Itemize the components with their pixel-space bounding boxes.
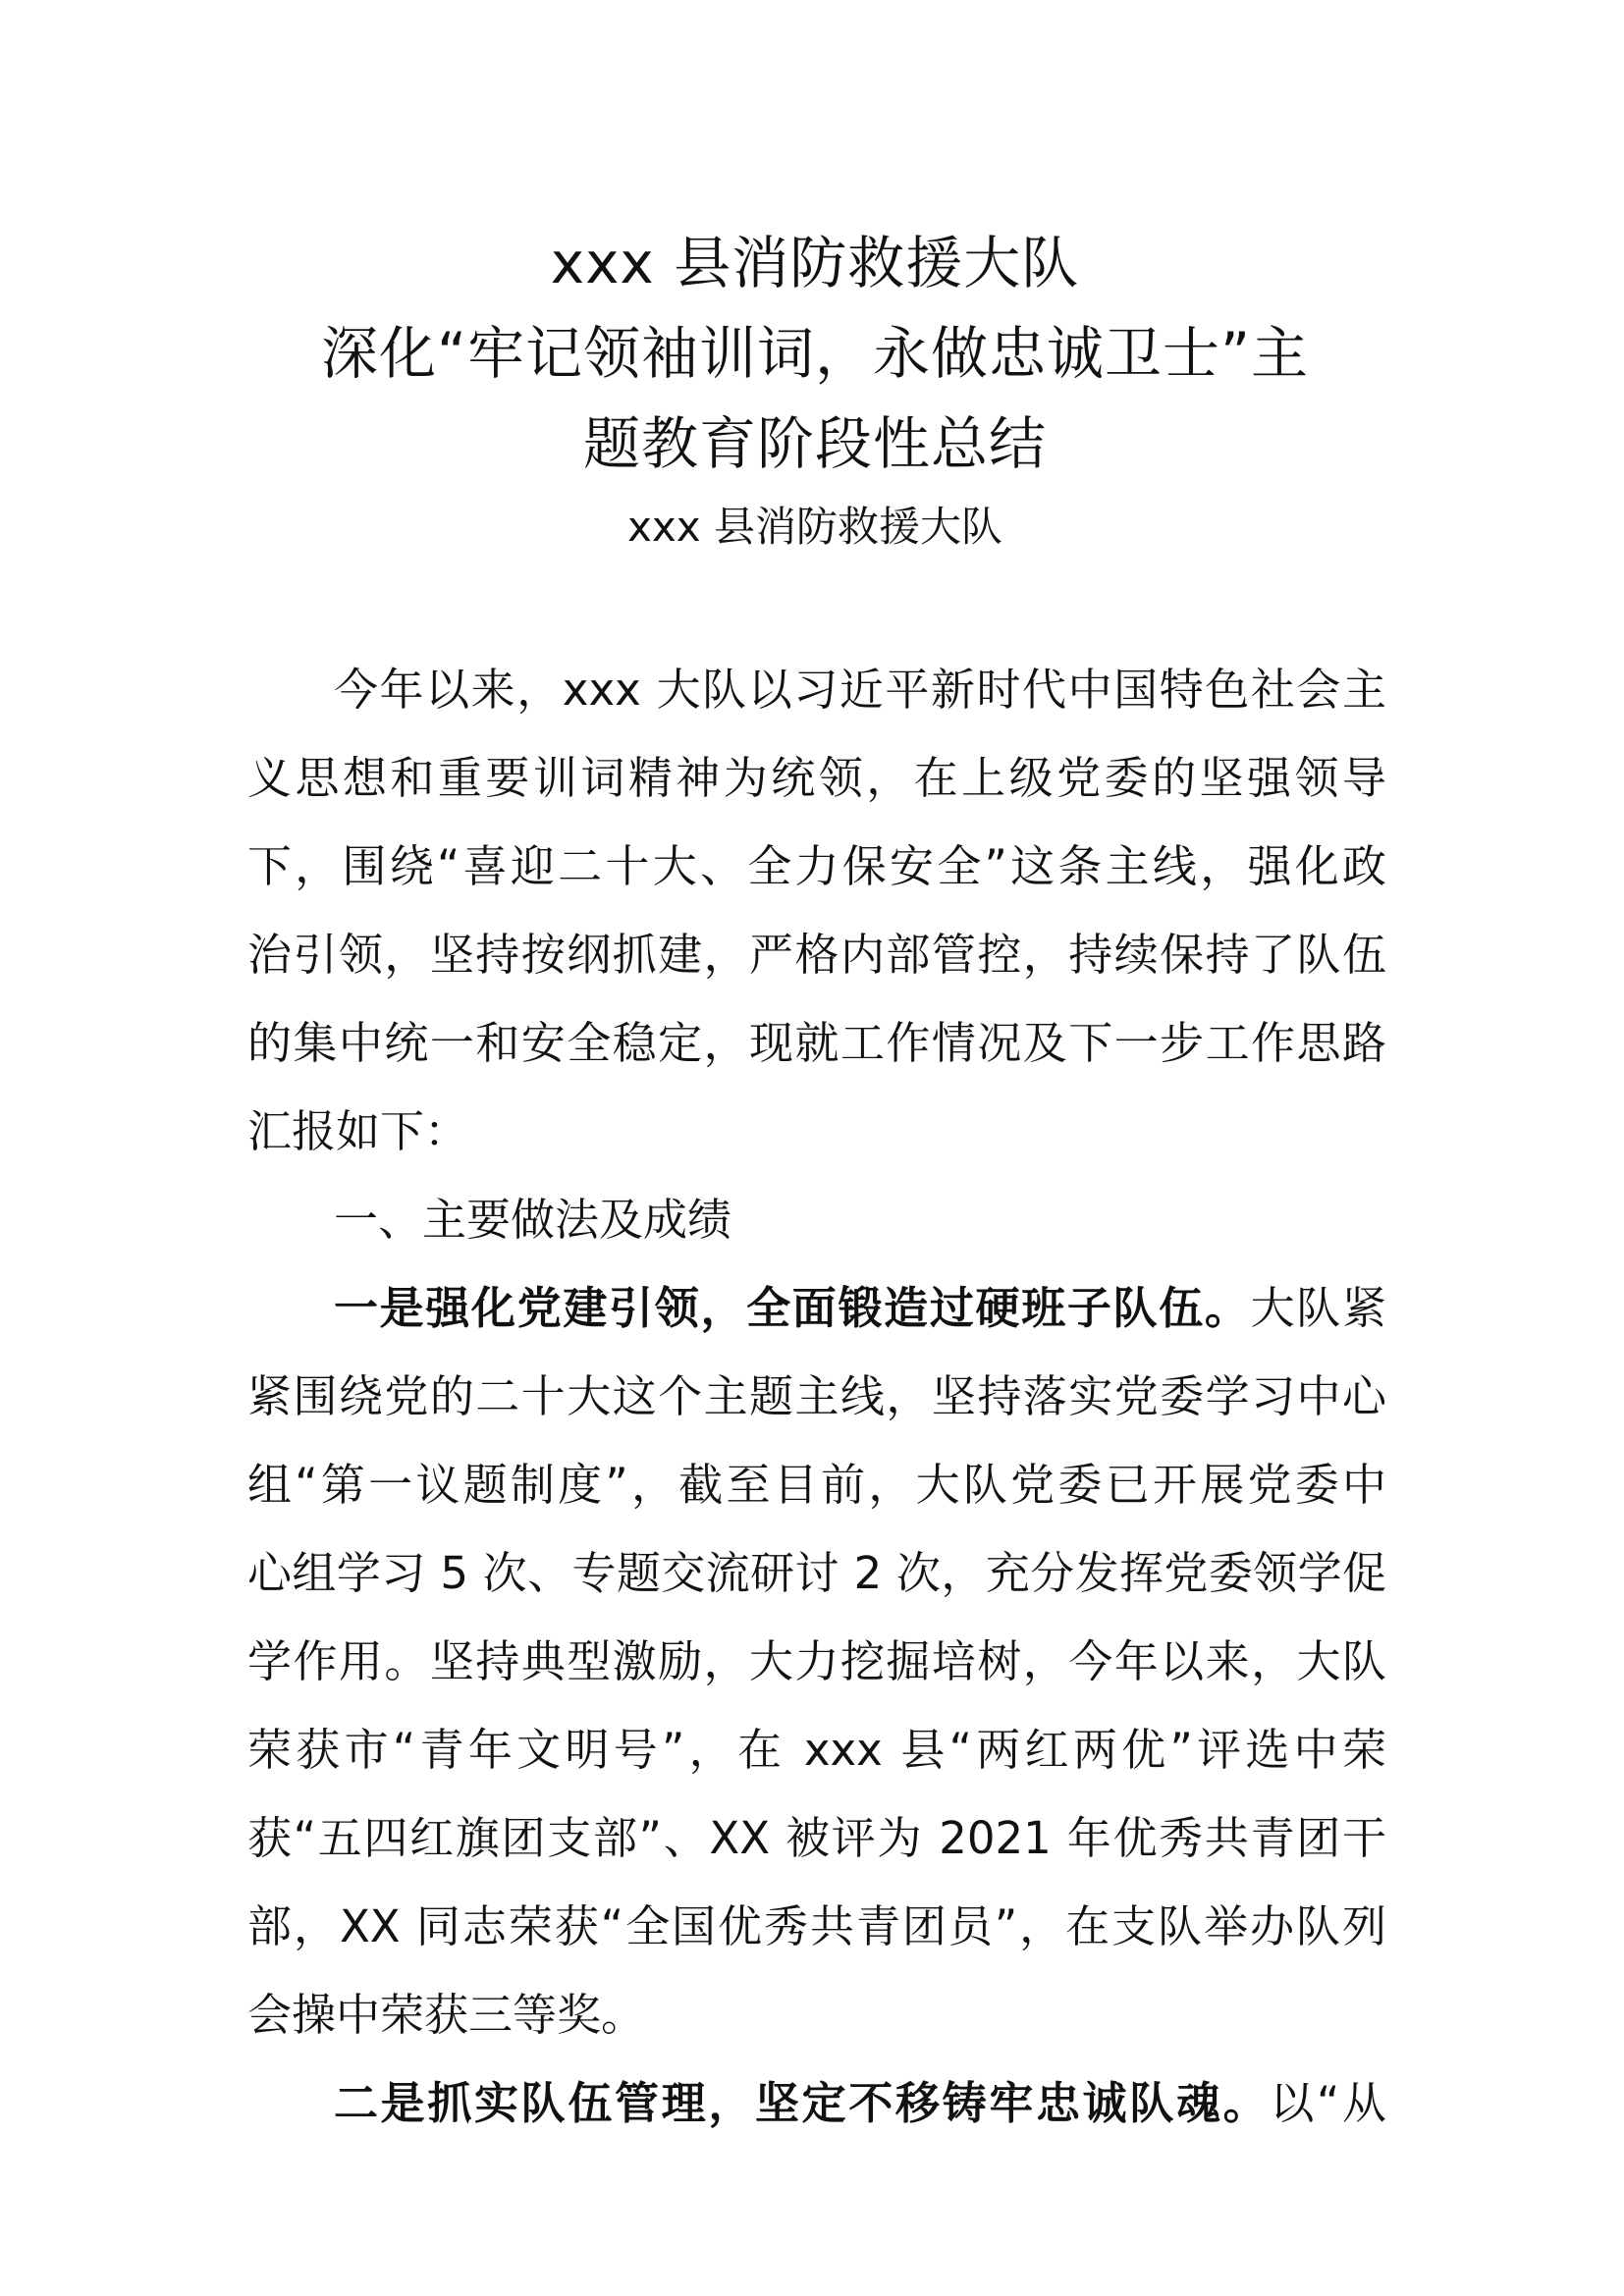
paragraph-1-line: 下，围绕“喜迎二十大、全力保安全”这条主线，强化政: [247, 840, 1386, 892]
paragraph-2-first-line: [247, 1264, 1386, 1353]
paragraph-2-first-line-rest: 大队紧: [1250, 1282, 1386, 1334]
paragraph-1-line: 义思想和重要训词精神为统领，在上级党委的坚强领导: [247, 752, 1386, 804]
paragraph-2-line: 部，XX 同志荣获“全国优秀共青团员”，在支队举办队列: [247, 1900, 1386, 1952]
paragraph-2-line: 组“第一议题制度”，截至目前，大队党委已开展党委中: [247, 1459, 1386, 1511]
document-body: [247, 646, 1386, 2148]
document-author: xxx 县消防救援大队: [627, 503, 1002, 551]
paragraph-3-first-line-rest: 以“从: [1270, 2077, 1386, 2129]
paragraph-2-line: 学作用。坚持典型激励，大力挖掘培树，今年以来，大队: [247, 1635, 1386, 1687]
paragraph-2-line: 会操中荣获三等奖。: [247, 1989, 646, 2041]
paragraph-2-line: 紧围绕党的二十大这个主题主线，坚持落实党委学习中心: [247, 1370, 1386, 1422]
paragraph-2-lead: 一是强化党建引领，全面锻造过硬班子队伍。: [334, 1282, 1251, 1334]
paragraph-2-line: 荣获市“青年文明号”，在 xxx 县“两红两优”评选中荣: [247, 1724, 1386, 1776]
paragraph-1-line: 今年以来，xxx 大队以习近平新时代中国特色社会主: [334, 664, 1386, 716]
paragraph-1-line: 治引领，坚持按纲抓建，严格内部管控，持续保持了队伍: [247, 929, 1386, 981]
section-heading: 一、主要做法及成绩: [334, 1194, 732, 1246]
paragraph-1-line: 的集中统一和安全稳定，现就工作情况及下一步工作思路: [247, 1017, 1386, 1069]
paragraph-3-lead: 二是抓实队伍管理，坚定不移铸牢忠诚队魂。: [334, 2077, 1271, 2129]
paragraph-2-line: 获“五四红旗团支部”、XX 被评为 2021 年优秀共青团干: [247, 1812, 1386, 1864]
paragraph-3-first-line: [247, 2059, 1386, 2148]
paragraph-2-line: 心组学习 5 次、专题交流研讨 2 次，充分发挥党委领学促: [247, 1547, 1386, 1599]
paragraph-1-line: 汇报如下：: [247, 1105, 469, 1157]
document-title-line-3: 题教育阶段性总结: [582, 410, 1047, 477]
title-block: [245, 218, 1384, 560]
document-title-line-1: xxx 县消防救援大队: [550, 230, 1080, 296]
document-title-line-2: 深化“牢记领袖训词，永做忠诚卫士”主: [320, 320, 1310, 387]
